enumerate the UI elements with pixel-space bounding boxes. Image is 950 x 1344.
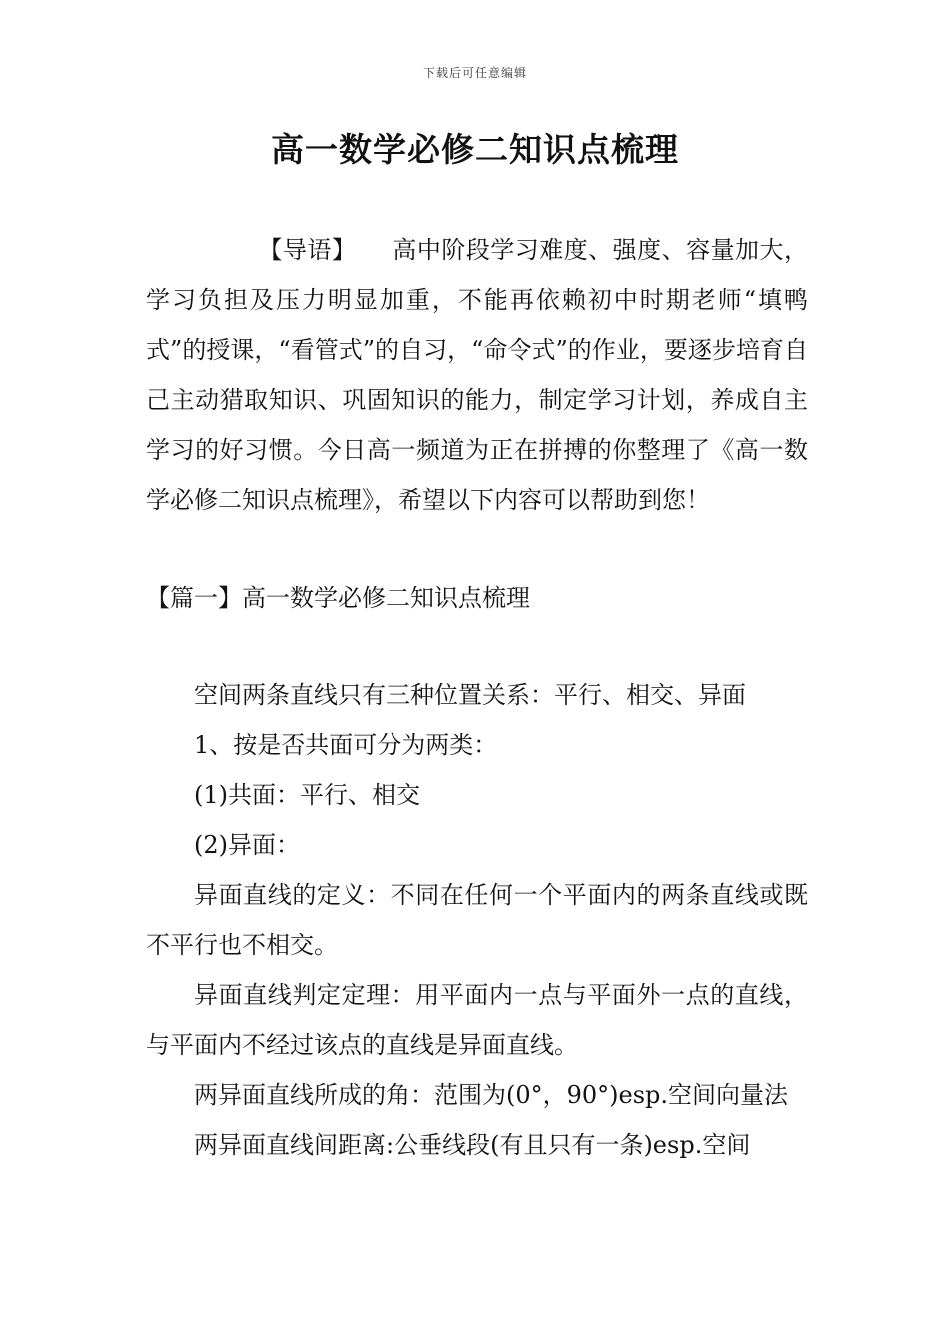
paragraph-skew: (2)异面： — [194, 831, 300, 859]
paragraph-coplanar: (1)共面：平行、相交 — [194, 781, 420, 809]
section-heading: 【篇一】高一数学必修二知识点梳理 — [146, 584, 530, 612]
paragraph-skew-definition: 异面直线的定义：不同在任何一个平面内的两条直线或既不平行也不相交。 — [146, 881, 808, 959]
paragraph-skew-angle: 两异面直线所成的角：范围为(0°，90°)esp.空间向量法 — [194, 1081, 789, 1109]
intro-paragraph — [146, 225, 808, 525]
paragraph-classification: 1、按是否共面可分为两类： — [194, 731, 498, 759]
document-title: 高一数学必修二知识点梳理 — [271, 130, 679, 169]
header-note: 下载后可任意编辑 — [422, 66, 527, 80]
paragraph-skew-distance: 两异面直线间距离:公垂线段(有且只有一条)esp.空间 — [194, 1131, 751, 1159]
intro-tag: 【导语】 — [258, 236, 357, 264]
intro-text: 高中阶段学习难度、强度、容量加大，学习负担及压力明显加重，不能再依赖初中时期老师“填鸭式”的授课，“看管式”的自习，“命令式”的作业，要逐步培育自己主动猎取知识、巩固知识的能力，制定学习计划，养成自主学习的好习惯。今日高一频道为正在拼搏的你整理了《高一数学必修二知识点梳理》，希望以下内容可以帮助到您！ — [146, 236, 809, 514]
paragraph-line-relations: 空间两条直线只有三种位置关系：平行、相交、异面 — [194, 681, 746, 709]
section-content — [146, 670, 808, 1170]
paragraph-skew-theorem: 异面直线判定定理：用平面内一点与平面外一点的直线，与平面内不经过该点的直线是异面直线。 — [146, 981, 808, 1059]
